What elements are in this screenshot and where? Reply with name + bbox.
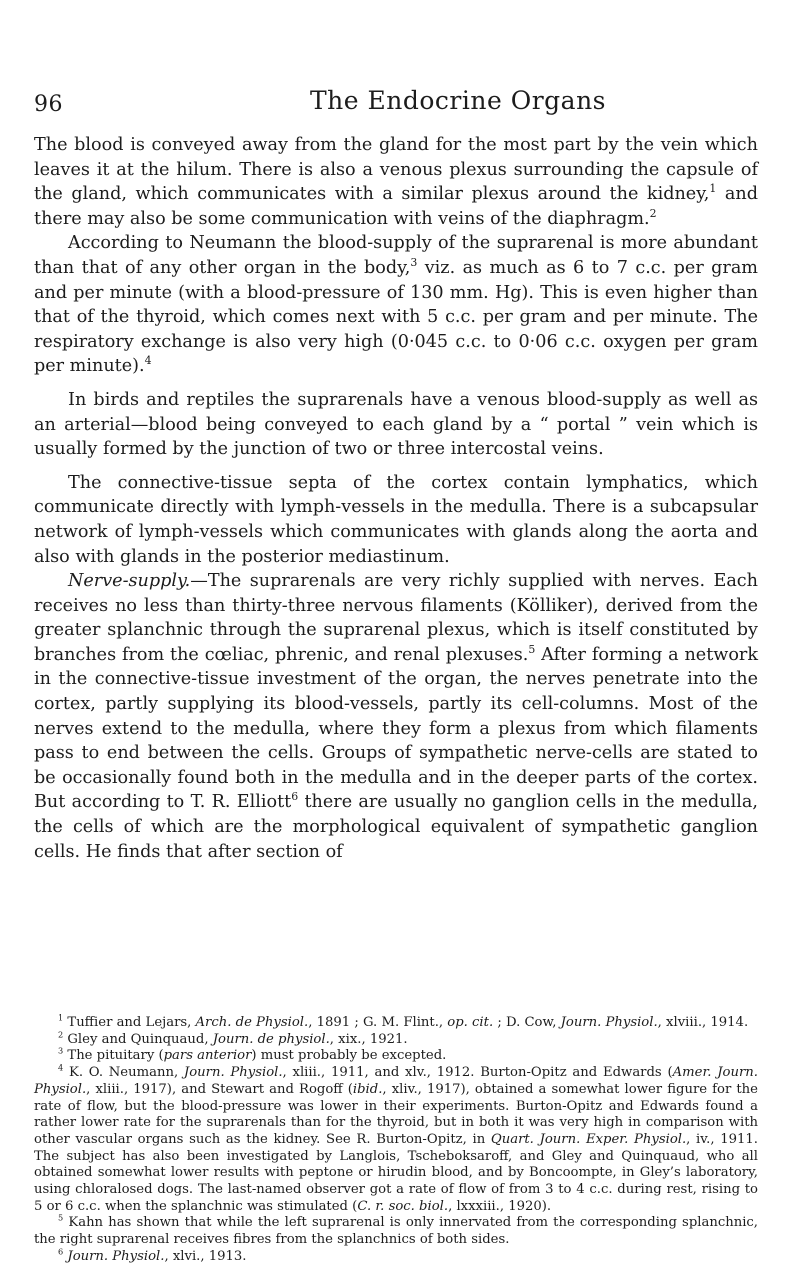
citation-title: C. r. soc. biol.: [357, 1198, 449, 1214]
footnote-mark: 5: [58, 1213, 64, 1224]
section-heading: Nerve-supply.: [68, 571, 191, 592]
citation-title: Journ. Physiol.: [560, 1015, 658, 1030]
citation-title: op. cit.: [447, 1015, 494, 1030]
footnote-ref[interactable]: 2: [649, 206, 657, 220]
footnote-mark: 2: [58, 1029, 64, 1040]
page-number: 96: [34, 92, 63, 117]
text-run: , xliii., 1917), and Stewart and Rogoff (: [86, 1081, 353, 1097]
footnote-ref[interactable]: 5: [528, 643, 536, 657]
text-run: In birds and reptiles the suprarenals have a venous blood-supply as well as an arterial—blood being conveyed to each gland by a “ portal ” vein which is usually formed by the junction of two or three intercostal veins.: [34, 389, 758, 460]
citation-title: ibid.: [352, 1081, 383, 1097]
paragraph-blood-drainage: [34, 133, 758, 231]
footnote-ref[interactable]: 3: [410, 256, 418, 270]
footnote-6: [34, 1246, 758, 1266]
footnote-2: [34, 1029, 758, 1049]
footnote-1: [34, 1012, 758, 1032]
footnote-ref[interactable]: 4: [144, 354, 152, 368]
footnote-4: [34, 1062, 758, 1215]
text-run: , xliv., 1917), obtained a somewhat lower figure for the rate of flow, but the blood-pressure was lower in their experiments. Burton-Opitz and Edwards found a rather lower rate for the suprarenals than for the thyroid, but in both it was very high in comparison with other vascular organs such as the kidney. See R. Burton-Opitz, in: [34, 1081, 758, 1147]
text-run: —The suprarenals are very richly supplied with nerves. Each receives no less than thirty-three nervous filaments (Kölliker), derived from the greater splanchnic through the suprarenal plexus, which is itself constituted by branches from the cœliac, phrenic, and renal plexuses.: [34, 571, 758, 665]
footnote-5: [34, 1215, 758, 1248]
text-run: , iv., 1911. The subject has also been investigated by Langlois, Tscheboksaroff, and Gley and Quinquaud, who all obtained somewhat lower results with peptone or hirudin blood, and by Boncoompte, in Gley’s laboratory, using chloralosed dogs. The last-named observer got a rate of flow of from 3 to 4 c.c. during rest, rising to 5 or 6 c.c. when the splanchnic was stimulated (: [34, 1131, 758, 1214]
citation-title: pars anterior: [163, 1048, 252, 1064]
footnote-mark: 6: [58, 1246, 64, 1257]
running-title: The Endocrine Organs: [310, 86, 606, 115]
citation-title: Journ. Physiol.: [183, 1065, 283, 1081]
text-run: K. O. Neumann,: [63, 1065, 184, 1081]
text-run: viz. as much as 6 to 7 c.c. per gram and per minute (with a blood-pressure of 130 mm. Hg). This is even higher than that of the thyroid, which comes next with 5 c.c. per gram and per minute. The respiratory exchange is also very high (0·045 c.c. to 0·06 c.c. oxygen per gram per minute).: [34, 257, 758, 377]
text-run: After forming a network in the connective-tissue investment of the organ, the nerves penetrate into the cortex, partly supplying its blood-vessels, partly its cell-columns. Most of the nerves extend to the medulla, where they form a plexus from which filaments pass to end between the cells. Groups of sympathetic nerve-cells are stated to be occasionally found both in the medulla and in the deeper parts of the cortex. But according to T. R. Elliott: [34, 644, 758, 813]
text-run: , 1891 ; G. M. Flint.,: [308, 1015, 448, 1030]
text-run: The connective-tissue septa of the cortex contain lymphatics, which communicate directly with lymph-vessels in the medulla. There is a subcapsular network of lymph-vessels which communicates with glands along the aorta and also with glands in the posterior mediastinum.: [34, 472, 758, 567]
text-run: ) must probably be excepted.: [251, 1048, 447, 1064]
footnote-mark: 4: [58, 1062, 64, 1073]
text-run: Gley and Quinquaud,: [63, 1031, 213, 1047]
main-text: [34, 133, 758, 864]
text-run: and there may also be some communication with veins of the diaphragm.: [34, 184, 758, 229]
paragraph-blood-supply: [34, 231, 758, 379]
footnote-ref[interactable]: 1: [709, 182, 717, 196]
text-run: The pituitary (: [63, 1048, 164, 1064]
text-run: , xlviii., 1914.: [657, 1015, 749, 1030]
citation-title: Amer. Journ. Physiol.: [34, 1065, 758, 1097]
text-run: Kahn has shown that while the left suprarenal is only innervated from the corresponding splanchnic, the right suprarenal receives fibres from the splanchnics of both sides.: [34, 1215, 758, 1248]
text-run: ; D. Cow,: [493, 1015, 561, 1030]
text-run: , xliii., 1911, and xlv., 1912. Burton-Opitz and Edwards (: [282, 1065, 673, 1081]
text-run: The blood is conveyed away from the gland for the most part by the vein which leaves it at the hilum. There is also a venous plexus surrounding the capsule of the gland, which communicates with a similar plexus around the kidney,: [34, 135, 758, 205]
text-run: Tuffier and Lejars,: [63, 1015, 196, 1030]
citation-title: Journ. de physiol.: [212, 1031, 330, 1047]
text-run: , xix., 1921.: [329, 1031, 408, 1047]
citation-title: Arch. de Physiol.: [195, 1015, 309, 1030]
text-run: , lxxxiii., 1920).: [448, 1198, 552, 1214]
footnotes: [34, 1012, 758, 1266]
footnote-3: [34, 1048, 758, 1065]
footnote-mark: 3: [58, 1046, 64, 1057]
paragraph-nerve-supply: [34, 569, 758, 864]
footnote-ref[interactable]: 6: [291, 790, 299, 804]
text-run: there are usually no ganglion cells in the medulla, the cells of which are the morphological equivalent of sympathetic ganglion cells. He finds that after section of: [34, 792, 758, 862]
text-run: According to Neumann the blood-supply of the suprarenal is more abundant than that of any other organ in the body,: [34, 233, 758, 278]
citation-title: Quart. Journ. Exper. Physiol.: [490, 1131, 687, 1147]
text-run: , xlvi., 1913.: [164, 1248, 247, 1264]
citation-title: Journ. Physiol.: [67, 1248, 165, 1264]
footnote-mark: 1: [58, 1012, 64, 1023]
paragraph-birds-reptiles: [34, 388, 758, 462]
paragraph-lymphatics: [34, 471, 758, 569]
